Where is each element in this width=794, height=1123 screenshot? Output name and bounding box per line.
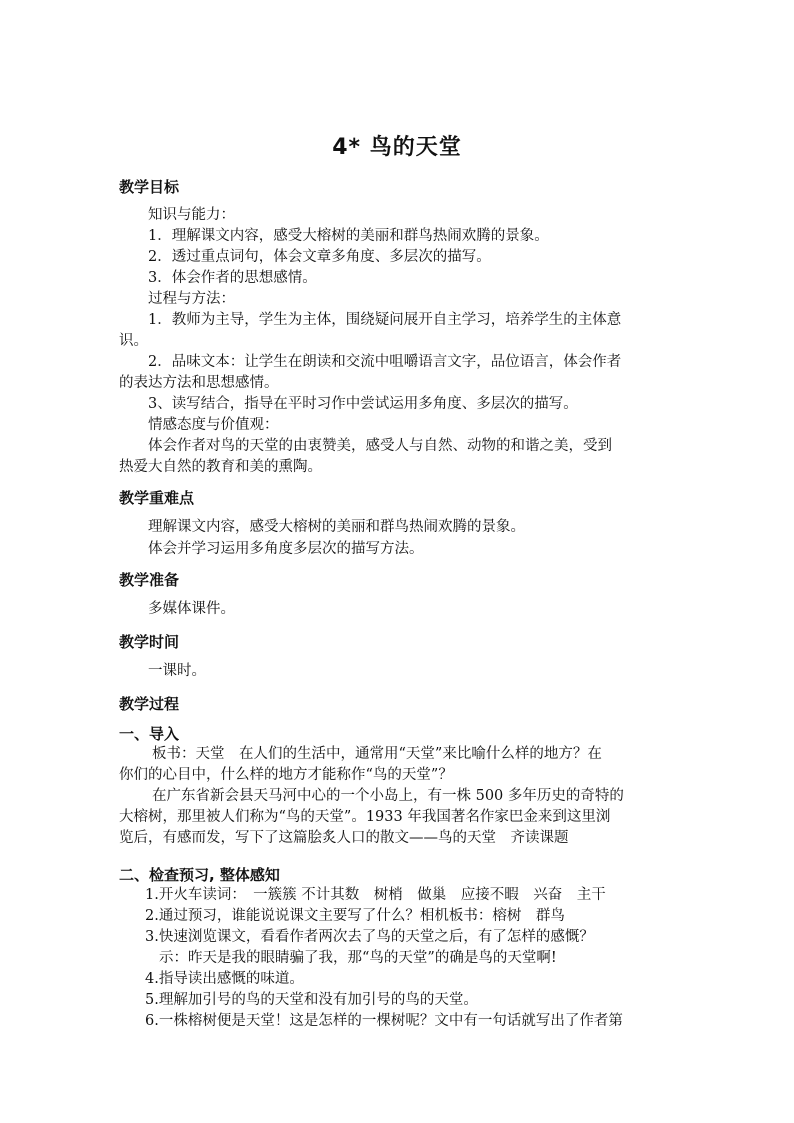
objectives-line: 识。 bbox=[119, 333, 148, 349]
objectives-line: 2．透过重点词句，体会文章多角度、多层次的描写。 bbox=[148, 249, 491, 265]
preview-line: 2.通过预习，谁能说说课文主要写了什么？相机板书：榕树 群鸟 bbox=[145, 908, 565, 924]
intro-line: 览后，有感而发，写下了这篇脍炙人口的散文——鸟的天堂 齐读课题 bbox=[119, 830, 569, 846]
objectives-line: 体会作者对鸟的天堂的由衷赞美，感受人与自然、动物的和谐之美，受到 bbox=[148, 438, 612, 454]
preview-line: 3.快速浏览课文，看看作者两次去了鸟的天堂之后，有了怎样的感慨？ bbox=[145, 929, 594, 945]
heading-key-points: 教学重难点 bbox=[119, 489, 195, 507]
heading-preview: 二、检查预习, 整体感知 bbox=[119, 866, 280, 884]
intro-line: 板书：天堂 在人们的生活中，通常用“天堂”来比喻什么样的地方？在 bbox=[152, 746, 602, 762]
objectives-line: 的表达方法和思想感情。 bbox=[119, 375, 279, 391]
objectives-line: 3、读写结合，指导在平时习作中尝试运用多角度、多层次的描写。 bbox=[148, 396, 578, 412]
objectives-line: 知识与能力： bbox=[148, 207, 235, 223]
key-points-line: 理解课文内容，感受大榕树的美丽和群鸟热闹欢腾的景象。 bbox=[148, 519, 525, 535]
preparation-line: 多媒体课件。 bbox=[148, 601, 235, 617]
objectives-line: 1．理解课文内容，感受大榕树的美丽和群鸟热闹欢腾的景象。 bbox=[148, 228, 549, 244]
heading-preparation: 教学准备 bbox=[119, 571, 180, 589]
objectives-line: 过程与方法： bbox=[148, 291, 235, 307]
objectives-line: 2．品味文本：让学生在朗读和交流中咀嚼语言文字，品位语言，体会作者 bbox=[148, 354, 622, 370]
preview-line: 示：昨天是我的眼睛骗了我，那“鸟的天堂”的确是鸟的天堂啊! bbox=[159, 950, 557, 966]
objectives-line: 热爱大自然的教育和美的熏陶。 bbox=[119, 459, 322, 475]
time-line: 一课时。 bbox=[148, 663, 206, 679]
preview-line: 1.开火车读词： 一簇簇 不计其数 树梢 做巢 应接不暇 兴奋 主干 bbox=[145, 887, 606, 903]
objectives-line: 3．体会作者的思想感情。 bbox=[148, 270, 317, 286]
key-points-line: 体会并学习运用多角度多层次的描写方法。 bbox=[148, 541, 424, 557]
heading-time: 教学时间 bbox=[119, 633, 180, 651]
objectives-line: 情感态度与价值观： bbox=[148, 417, 279, 433]
objectives-line: 1．教师为主导，学生为主体，围绕疑问展开自主学习，培养学生的主体意 bbox=[148, 312, 622, 328]
page-title: 4* 鸟的天堂 bbox=[332, 135, 462, 160]
preview-line: 4.指导读出感慨的味道。 bbox=[145, 971, 304, 987]
intro-line: 你们的心目中，什么样的地方才能称作“鸟的天堂”？ bbox=[119, 767, 453, 783]
preview-line: 6.一株榕树便是天堂！这是怎样的一棵树呢？文中有一句话就写出了作者第 bbox=[145, 1013, 623, 1029]
intro-line: 大榕树，那里被人们称为“鸟的天堂”。1933 年我国著名作家巴金来到这里浏 bbox=[119, 809, 611, 825]
heading-objectives: 教学目标 bbox=[119, 178, 180, 196]
heading-process: 教学过程 bbox=[119, 695, 180, 713]
preview-line: 5.理解加引号的鸟的天堂和没有加引号的鸟的天堂。 bbox=[145, 992, 478, 1008]
intro-line: 在广东省新会县天马河中心的一个小岛上，有一株 500 多年历史的奇特的 bbox=[152, 788, 624, 804]
heading-intro: 一、导入 bbox=[119, 725, 180, 743]
